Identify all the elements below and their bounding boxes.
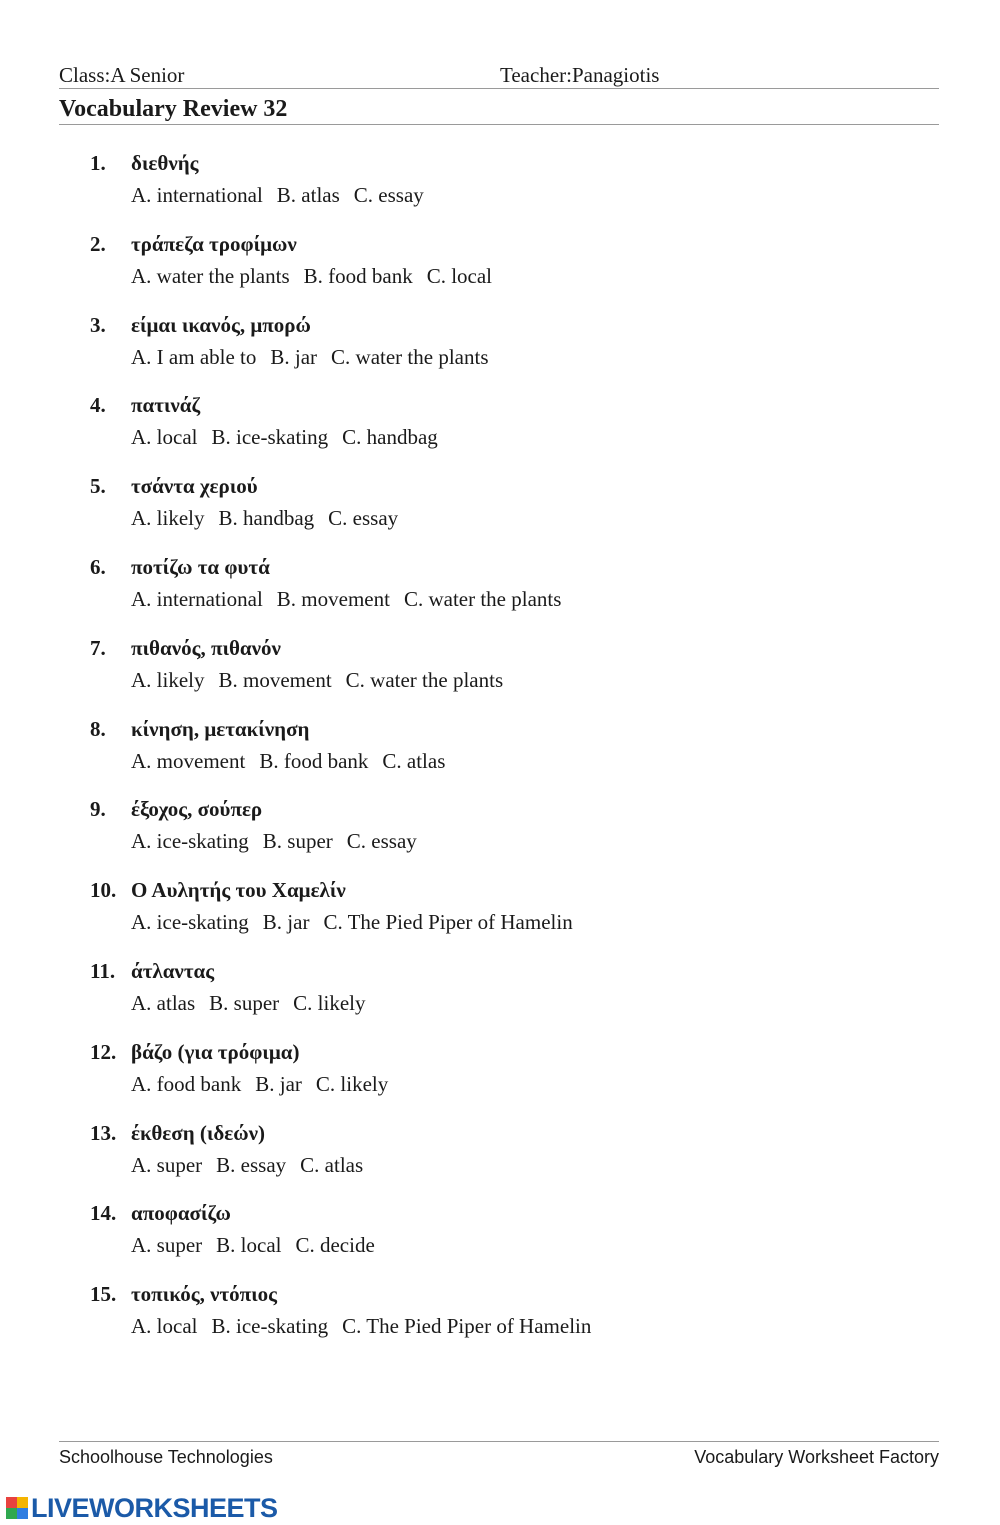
question-term: ποτίζω τα φυτά xyxy=(131,554,270,579)
question-term: διεθνής xyxy=(131,151,199,175)
answer-option[interactable]: A. likely xyxy=(131,667,205,692)
answer-option[interactable]: B. essay xyxy=(216,1152,287,1177)
answer-options xyxy=(131,1312,605,1340)
answer-option[interactable]: B. food bank xyxy=(303,263,413,288)
answer-option[interactable]: C. likely xyxy=(293,990,366,1015)
answer-options xyxy=(131,1231,389,1259)
answer-option[interactable]: C. water the plants xyxy=(331,344,489,369)
answer-option[interactable]: B. jar xyxy=(262,910,310,935)
question-term: έξοχος, σούπερ xyxy=(131,797,263,822)
answer-option[interactable]: B. movement xyxy=(276,586,390,611)
answer-option[interactable]: A. super xyxy=(131,1233,203,1258)
answer-options xyxy=(131,827,431,855)
answer-option[interactable]: C. essay xyxy=(353,183,424,207)
answer-option[interactable]: A. international xyxy=(131,586,263,611)
footer-left-text: Schoolhouse Technologies xyxy=(59,1447,273,1467)
question-term: τράπεζα τροφίμων xyxy=(131,231,297,256)
question-term: Ο Αυλητής του Χαμελίν xyxy=(131,878,346,903)
answer-option[interactable]: B. atlas xyxy=(276,183,340,207)
question-number: 3. xyxy=(90,312,106,337)
liveworksheets-logo-icon xyxy=(6,1497,28,1519)
answer-option[interactable]: A. local xyxy=(131,1314,198,1339)
question-term: αποφασίζω xyxy=(131,1201,231,1226)
answer-options xyxy=(131,1070,402,1098)
question-item xyxy=(0,311,1000,392)
question-item xyxy=(0,1119,1000,1200)
answer-option[interactable]: C. The Pied Piper of Hamelin xyxy=(342,1314,592,1339)
answer-option[interactable]: B. jar xyxy=(255,1071,302,1096)
answer-options xyxy=(131,343,503,371)
question-number: 7. xyxy=(90,635,106,660)
answer-options xyxy=(131,504,412,532)
answer-options xyxy=(131,262,506,290)
class-label: Class:A Senior xyxy=(59,63,185,87)
answer-option[interactable]: C. atlas xyxy=(300,1152,364,1177)
answer-option[interactable]: A. food bank xyxy=(131,1071,242,1096)
question-item xyxy=(0,553,1000,634)
question-number: 14. xyxy=(90,1201,117,1226)
question-term: πατινάζ xyxy=(131,393,201,418)
question-number: 10. xyxy=(90,878,117,903)
question-item xyxy=(0,230,1000,311)
answer-option[interactable]: C. essay xyxy=(328,506,399,531)
liveworksheets-brand[interactable] xyxy=(6,1493,278,1523)
question-item xyxy=(0,391,1000,472)
question-number: 15. xyxy=(90,1282,117,1307)
question-number: 11. xyxy=(90,958,116,983)
question-term: τοπικός, ντόπιος xyxy=(131,1282,278,1307)
answer-option[interactable]: B. jar xyxy=(270,344,318,369)
question-number: 9. xyxy=(90,797,106,822)
footer-right-text: Vocabulary Worksheet Factory xyxy=(694,1447,939,1467)
answer-option[interactable]: B. super xyxy=(209,990,280,1015)
answer-options xyxy=(131,181,438,209)
brand-text: LIVEWORKSHEETS xyxy=(31,1493,278,1523)
answer-option[interactable]: A. likely xyxy=(131,506,205,531)
question-item xyxy=(0,795,1000,876)
answer-option[interactable]: B. ice-skating xyxy=(211,425,329,450)
question-item xyxy=(0,1199,1000,1280)
worksheet-header xyxy=(59,62,939,89)
question-term: άτλαντας xyxy=(131,958,215,983)
answer-option[interactable]: A. atlas xyxy=(131,990,196,1015)
question-term: τσάντα χεριού xyxy=(131,474,258,499)
answer-option[interactable]: B. handbag xyxy=(218,506,315,531)
answer-option[interactable]: B. movement xyxy=(218,667,332,692)
question-number: 8. xyxy=(90,716,106,741)
answer-options xyxy=(131,585,575,613)
answer-option[interactable]: A. movement xyxy=(131,748,246,773)
worksheet-title: Vocabulary Review 32 xyxy=(59,94,939,125)
answer-option[interactable]: C. The Pied Piper of Hamelin xyxy=(323,910,573,935)
question-item xyxy=(0,1280,1000,1361)
question-item xyxy=(0,634,1000,715)
answer-option[interactable]: B. food bank xyxy=(259,748,369,773)
answer-option[interactable]: C. likely xyxy=(315,1071,389,1096)
question-number: 1. xyxy=(90,151,106,175)
question-item xyxy=(0,1038,1000,1119)
question-term: πιθανός, πιθανόν xyxy=(131,635,281,660)
question-item xyxy=(0,876,1000,957)
answer-option[interactable]: C. atlas xyxy=(382,748,446,773)
question-item xyxy=(0,149,1000,230)
question-number: 4. xyxy=(90,393,106,418)
answer-option[interactable]: A. water the plants xyxy=(131,263,290,288)
question-term: είμαι ικανός, μπορώ xyxy=(131,312,311,337)
teacher-label: Teacher:Panagiotis xyxy=(500,63,660,87)
answer-options xyxy=(131,423,452,451)
answer-option[interactable]: C. essay xyxy=(346,829,417,854)
question-number: 6. xyxy=(90,554,106,579)
answer-option[interactable]: A. international xyxy=(131,183,263,207)
answer-option[interactable]: C. local xyxy=(426,263,493,288)
answer-option[interactable]: C. handbag xyxy=(342,425,438,450)
answer-option[interactable]: B. ice-skating xyxy=(211,1314,329,1339)
question-number: 2. xyxy=(90,231,106,256)
answer-options xyxy=(131,908,587,936)
answer-option[interactable]: C. water the plants xyxy=(403,586,562,611)
answer-option[interactable]: A. super xyxy=(131,1152,203,1177)
question-item xyxy=(0,472,1000,553)
question-number: 13. xyxy=(90,1120,117,1145)
answer-options xyxy=(131,747,459,775)
answer-option[interactable]: B. local xyxy=(216,1233,282,1258)
answer-options xyxy=(131,666,517,694)
question-number: 12. xyxy=(90,1039,117,1064)
answer-option[interactable]: C. water the plants xyxy=(345,667,504,692)
question-item xyxy=(0,957,1000,1038)
question-term: έκθεση (ιδεών) xyxy=(131,1120,265,1145)
answer-option[interactable]: A. I am able to xyxy=(131,344,257,369)
question-list xyxy=(0,149,1000,1361)
answer-option[interactable]: C. decide xyxy=(295,1233,375,1258)
question-item xyxy=(0,715,1000,796)
answer-option[interactable]: A. local xyxy=(131,425,198,450)
answer-option[interactable]: B. super xyxy=(262,829,333,854)
page-footer xyxy=(59,1441,939,1470)
answer-option[interactable]: A. ice-skating xyxy=(131,910,249,935)
question-term: βάζο (για τρόφιμα) xyxy=(131,1039,300,1064)
answer-options xyxy=(131,989,380,1017)
answer-option[interactable]: A. ice-skating xyxy=(131,829,249,854)
question-term: κίνηση, μετακίνηση xyxy=(131,716,310,741)
question-number: 5. xyxy=(90,474,106,499)
answer-options xyxy=(131,1151,377,1179)
